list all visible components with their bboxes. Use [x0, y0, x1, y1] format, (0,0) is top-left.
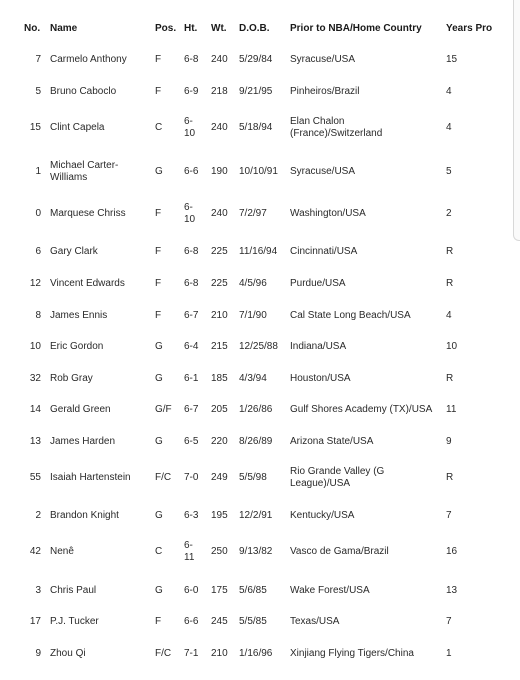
player-years-pro: 13 — [446, 585, 458, 596]
player-years-pro: R — [446, 246, 454, 257]
player-position: F — [155, 278, 162, 289]
player-number: 10 — [29, 341, 41, 352]
player-position: G — [155, 166, 163, 177]
player-position: F — [155, 86, 162, 97]
player-position: F — [155, 616, 162, 627]
player-dob: 9/21/95 — [239, 86, 273, 97]
player-name: James Harden — [50, 436, 116, 447]
player-position: G — [155, 341, 163, 352]
player-position: G — [155, 510, 163, 521]
player-prior: Kentucky/USA — [290, 510, 355, 521]
table-row — [0, 332, 510, 362]
player-weight: 215 — [211, 341, 228, 352]
player-number: 14 — [29, 404, 41, 415]
player-prior: Pinheiros/Brazil — [290, 86, 360, 97]
player-name: Chris Paul — [50, 585, 97, 596]
player-height: 6-0 — [184, 585, 199, 596]
player-height: 6-6 — [184, 616, 199, 627]
player-prior: Cincinnati/USA — [290, 246, 358, 257]
player-name: Marquese Chriss — [50, 208, 126, 219]
player-years-pro: R — [446, 472, 454, 483]
player-position: F/C — [155, 648, 172, 659]
player-prior: Washington/USA — [290, 208, 366, 219]
player-dob: 9/13/82 — [239, 546, 273, 557]
scrollbar-edge[interactable] — [513, 0, 520, 241]
player-weight: 240 — [211, 122, 228, 133]
player-dob: 4/5/96 — [239, 278, 267, 289]
player-name: P.J. Tucker — [50, 616, 99, 627]
player-weight: 249 — [211, 472, 228, 483]
player-height: 7-0 — [184, 472, 199, 483]
header-dob: D.O.B. — [239, 23, 270, 34]
player-height: 7-1 — [184, 648, 199, 659]
table-row — [0, 576, 510, 606]
player-years-pro: 7 — [446, 510, 452, 521]
player-weight: 225 — [211, 278, 228, 289]
player-prior: Vasco de Gama/Brazil — [290, 546, 389, 557]
player-name: Isaiah Hartenstein — [50, 472, 131, 483]
player-name: Vincent Edwards — [50, 278, 125, 289]
player-prior: Cal State Long Beach/USA — [290, 310, 411, 321]
player-number: 7 — [35, 54, 41, 65]
player-weight: 218 — [211, 86, 228, 97]
player-number: 55 — [29, 472, 41, 483]
player-weight: 245 — [211, 616, 228, 627]
header-prior: Prior to NBA/Home Country — [290, 23, 422, 34]
player-number: 17 — [29, 616, 41, 627]
player-number: 9 — [35, 648, 41, 659]
player-weight: 240 — [211, 208, 228, 219]
player-prior: Elan Chalon (France)/Switzerland — [290, 116, 383, 139]
player-number: 6 — [35, 246, 41, 257]
player-height: 6-8 — [184, 278, 199, 289]
player-years-pro: 2 — [446, 208, 452, 219]
player-position: C — [155, 122, 163, 133]
header-name: Name — [50, 23, 78, 34]
player-prior: Texas/USA — [290, 616, 340, 627]
player-weight: 250 — [211, 546, 228, 557]
table-row — [0, 607, 510, 637]
player-name: Gerald Green — [50, 404, 111, 415]
table-row — [0, 45, 510, 75]
table-row — [0, 463, 510, 493]
player-dob: 5/18/94 — [239, 122, 273, 133]
table-row — [0, 395, 510, 425]
player-prior: Gulf Shores Academy (TX)/USA — [290, 404, 433, 415]
player-weight: 225 — [211, 246, 228, 257]
player-dob: 12/25/88 — [239, 341, 278, 352]
player-name: Brandon Knight — [50, 510, 119, 521]
header-years: Years Pro — [446, 23, 493, 34]
header-wt: Wt. — [211, 23, 227, 34]
table-row — [0, 639, 510, 669]
player-name: Nenê — [50, 546, 74, 557]
player-dob: 7/1/90 — [239, 310, 267, 321]
player-years-pro: 1 — [446, 648, 452, 659]
table-row — [0, 301, 510, 331]
player-position: G — [155, 436, 163, 447]
player-height: 6-9 — [184, 86, 199, 97]
player-dob: 12/2/91 — [239, 510, 273, 521]
player-weight: 220 — [211, 436, 228, 447]
player-name: Clint Capela — [50, 122, 105, 133]
player-height: 6-1 — [184, 373, 199, 384]
table-row — [0, 237, 510, 267]
player-dob: 5/5/98 — [239, 472, 267, 483]
player-weight: 190 — [211, 166, 228, 177]
player-number: 32 — [29, 373, 41, 384]
player-years-pro: R — [446, 373, 454, 384]
table-row — [0, 537, 510, 567]
player-name: James Ennis — [50, 310, 108, 321]
player-position: G/F — [155, 404, 172, 415]
player-years-pro: 4 — [446, 310, 452, 321]
player-years-pro: 16 — [446, 546, 458, 557]
player-years-pro: 4 — [446, 122, 452, 133]
player-dob: 8/26/89 — [239, 436, 273, 447]
player-name: Bruno Caboclo — [50, 86, 117, 97]
player-dob: 11/16/94 — [239, 246, 278, 257]
table-row — [0, 77, 510, 107]
table-header — [0, 22, 510, 38]
player-height: 6-7 — [184, 404, 199, 415]
player-weight: 195 — [211, 510, 228, 521]
player-dob: 4/3/94 — [239, 373, 267, 384]
player-weight: 210 — [211, 648, 228, 659]
player-prior: Rio Grande Valley (G League)/USA — [290, 466, 385, 489]
player-years-pro: 4 — [446, 86, 452, 97]
player-height: 6-4 — [184, 341, 199, 352]
header-pos: Pos. — [155, 23, 177, 34]
player-years-pro: R — [446, 278, 454, 289]
table-row — [0, 113, 510, 143]
player-number: 13 — [29, 436, 41, 447]
table-row — [0, 364, 510, 394]
player-position: C — [155, 546, 163, 557]
player-height: 6-5 — [184, 436, 199, 447]
player-name: Carmelo Anthony — [50, 54, 127, 65]
player-position: F — [155, 246, 162, 257]
player-height: 6-7 — [184, 310, 199, 321]
header-ht: Ht. — [184, 23, 198, 34]
player-height: 6-8 — [184, 246, 199, 257]
player-prior: Syracuse/USA — [290, 166, 356, 177]
player-prior: Xinjiang Flying Tigers/China — [290, 648, 414, 659]
player-weight: 210 — [211, 310, 228, 321]
player-prior: Indiana/USA — [290, 341, 347, 352]
player-position: F/C — [155, 472, 172, 483]
player-years-pro: 15 — [446, 54, 458, 65]
player-height: 6-6 — [184, 166, 199, 177]
player-height: 6-3 — [184, 510, 199, 521]
player-name: Rob Gray — [50, 373, 93, 384]
player-number: 2 — [35, 510, 41, 521]
player-prior: Syracuse/USA — [290, 54, 356, 65]
player-years-pro: 5 — [446, 166, 452, 177]
player-dob: 1/16/96 — [239, 648, 273, 659]
player-height: 6-10 — [184, 116, 196, 139]
player-height: 6-8 — [184, 54, 199, 65]
player-weight: 205 — [211, 404, 228, 415]
player-name: Zhou Qi — [50, 648, 86, 659]
player-height: 6-11 — [184, 540, 195, 563]
player-prior: Purdue/USA — [290, 278, 346, 289]
player-number: 5 — [35, 86, 41, 97]
player-dob: 5/6/85 — [239, 585, 267, 596]
player-number: 42 — [29, 546, 41, 557]
player-weight: 175 — [211, 585, 228, 596]
header-no: No. — [24, 23, 41, 34]
player-number: 8 — [35, 310, 41, 321]
player-prior: Houston/USA — [290, 373, 351, 384]
player-name: Gary Clark — [50, 246, 98, 257]
player-position: G — [155, 585, 163, 596]
player-weight: 185 — [211, 373, 228, 384]
player-dob: 5/29/84 — [239, 54, 273, 65]
player-position: G — [155, 373, 163, 384]
player-weight: 240 — [211, 54, 228, 65]
player-position: F — [155, 208, 162, 219]
player-height: 6-10 — [184, 202, 196, 225]
table-row — [0, 157, 510, 187]
table-row — [0, 199, 510, 229]
player-years-pro: 9 — [446, 436, 452, 447]
table-row — [0, 501, 510, 531]
player-prior: Wake Forest/USA — [290, 585, 370, 596]
player-number: 12 — [29, 278, 41, 289]
player-position: F — [155, 54, 162, 65]
player-number: 15 — [29, 122, 41, 133]
player-position: F — [155, 310, 162, 321]
player-prior: Arizona State/USA — [290, 436, 374, 447]
table-row — [0, 427, 510, 457]
player-number: 1 — [35, 166, 41, 177]
player-dob: 5/5/85 — [239, 616, 267, 627]
player-dob: 10/10/91 — [239, 166, 278, 177]
player-years-pro: 11 — [446, 404, 457, 415]
player-dob: 7/2/97 — [239, 208, 267, 219]
player-years-pro: 7 — [446, 616, 452, 627]
table-row — [0, 269, 510, 299]
player-name: Eric Gordon — [50, 341, 104, 352]
player-dob: 1/26/86 — [239, 404, 273, 415]
player-years-pro: 10 — [446, 341, 458, 352]
player-number: 0 — [35, 208, 41, 219]
player-name: Michael Carter-Williams — [50, 160, 119, 183]
player-number: 3 — [35, 585, 41, 596]
